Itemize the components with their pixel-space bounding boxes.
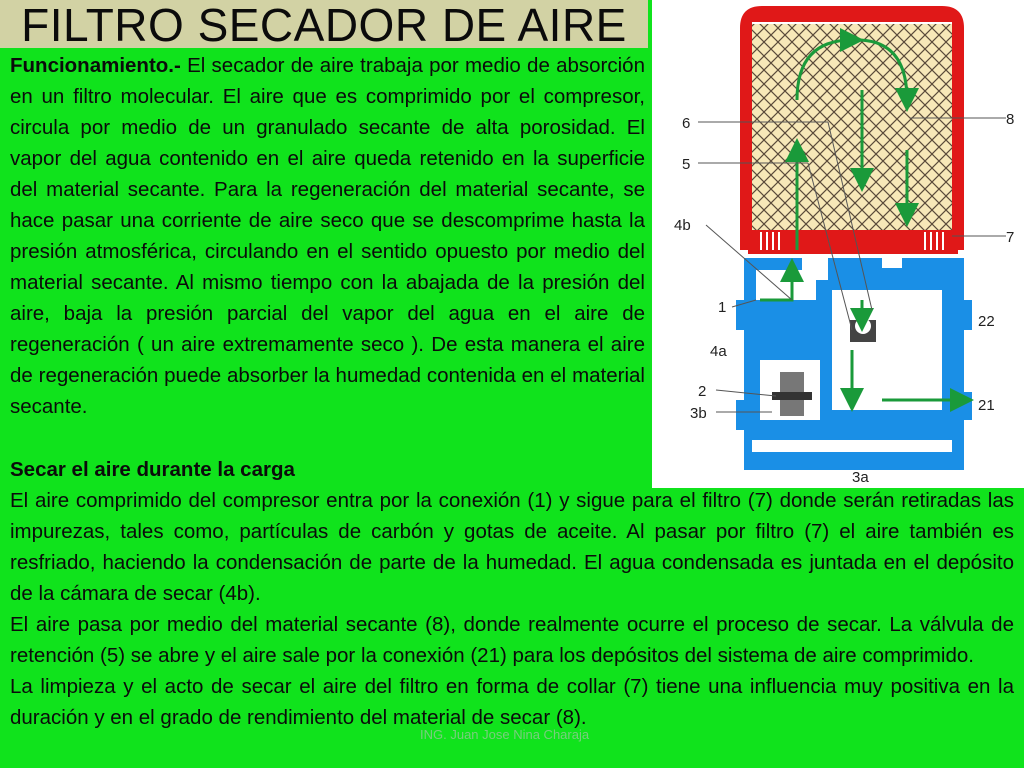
label-2: 2: [698, 383, 707, 400]
intro-heading: Funcionamiento.-: [10, 54, 181, 77]
check-valve-chamber: [832, 290, 942, 410]
label-3b: 3b: [690, 405, 707, 422]
page-title: FILTRO SECADOR DE AIRE: [0, 0, 648, 48]
label-22: 22: [978, 313, 995, 330]
drain-valve-seat: [772, 392, 812, 400]
label-3a: 3a: [852, 469, 869, 486]
air-dryer-diagram: [652, 0, 1024, 488]
section-heading: Secar el aire durante la carga: [10, 458, 295, 481]
inlet-chamber: [756, 270, 816, 300]
label-21: 21: [978, 397, 995, 414]
section-paragraph-3: La limpieza y el acto de secar el aire del filtro en forma de collar (7) tiene una influencia muy positiva en la duración y en el grado de rendimiento del material de secar (8).: [10, 675, 1014, 729]
label-8: 8: [1006, 111, 1015, 128]
charging-section: [10, 454, 1014, 733]
label-7: 7: [1006, 229, 1015, 246]
label-5: 5: [682, 156, 691, 173]
check-valve-ball: [855, 318, 871, 334]
label-6: 6: [682, 115, 691, 132]
intro-text: El secador de aire trabaja por medio de absorción en un filtro molecular. El aire que es comprimido por el compresor, circula por medio de un granulado secante de alta porosidad. El vapor del agua contenido en el aire queda retenido en la superficie del material secante. Para la regeneración del material secante, se hace pasar una corriente de aire seco que se descomprime hasta la presión atmosférica, circulando en el sentido opuesto por medio del material secante. Al mismo tiempo con la abajada de la presión del aire, baja la presión parcial del vapor del agua en el aire de regeneración ( un aire extremamente seco ). De esta manera el aire de regeneración puede absorber la humedad contenida en el material secante.: [10, 54, 645, 418]
label-4a: 4a: [710, 343, 727, 360]
desiccant-material: [752, 24, 952, 230]
intro-paragraph: [10, 50, 645, 422]
diagram-svg: [652, 0, 1024, 488]
section-paragraph-2: El aire pasa por medio del material secante (8), donde realmente ocurre el proceso de secar. La válvula de retención (5) se abre y el aire sale por la conexión (21) para los depósitos del sistema de aire comprimido.: [10, 613, 1014, 667]
label-4b: 4b: [674, 217, 691, 234]
section-paragraph-1: El aire comprimido del compresor entra por la conexión (1) y sigue para el filtro (7) donde serán retiradas las impurezas, tales como, partículas de carbón y gotas de aceite. Al pasar por filtro (7) el aire también es resfriado, haciendo la condensación de parte de la humedad. El agua condensada es juntada en el depósito de la cámara de secar (4b).: [10, 489, 1014, 605]
author-watermark: ING. Juan Jose Nina Charaja: [420, 727, 590, 742]
bottom-channel: [752, 440, 952, 452]
label-1: 1: [718, 299, 727, 316]
